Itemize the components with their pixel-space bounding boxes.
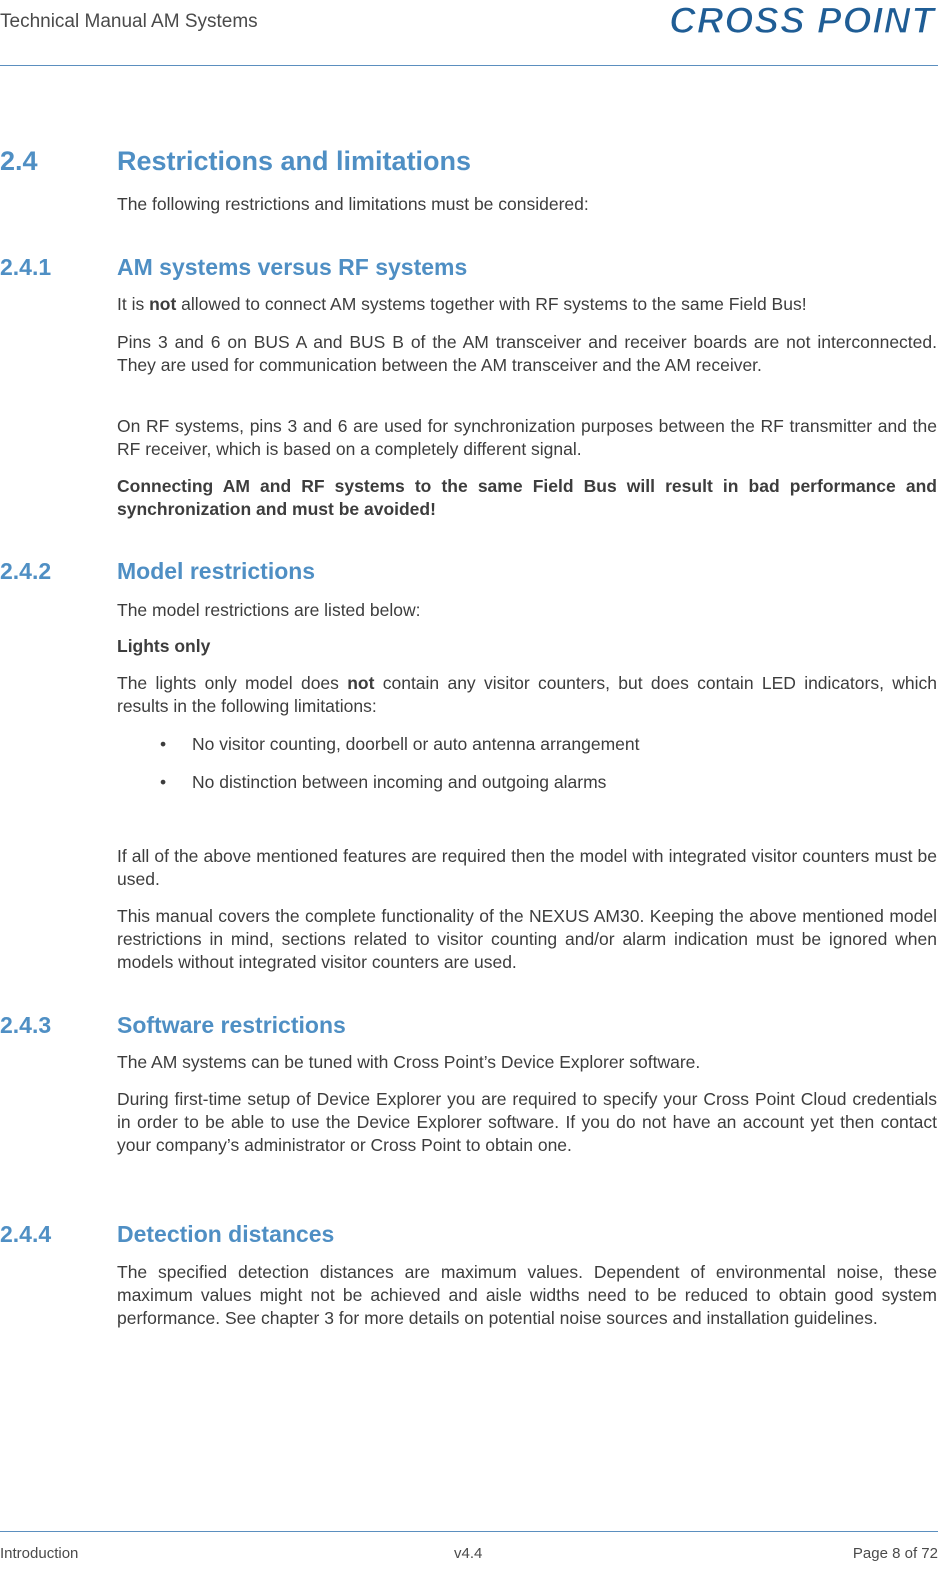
subsection-title: Detection distances — [117, 1221, 335, 1247]
paragraph: The lights only model does not contain any visitor counters, but does contain LED indicators, which results in the following limitations: — [117, 673, 937, 716]
footer-divider — [0, 1531, 938, 1532]
paragraph: During first-time setup of Device Explorer you are required to specify your Cross Point Cloud credentials in order to be able to use the Device Explorer software. If you do not have an account yet then contact your company’s administrator or Cross Point to obtain one. — [117, 1089, 937, 1155]
section-number: 2.4 — [0, 146, 38, 176]
subsection-title: Model restrictions — [117, 558, 316, 584]
paragraph: If all of the above mentioned features are required then the model with integrated visitor counters must be used. — [117, 846, 937, 889]
list-item: No visitor counting, doorbell or auto antenna arrangement — [192, 734, 640, 754]
subsection-number: 2.4.3 — [0, 1012, 52, 1038]
paragraph: On RF systems, pins 3 and 6 are used for synchronization purposes between the RF transmitter and the RF receiver, which is based on a completely different signal. — [117, 416, 937, 459]
cross-point-logo — [612, 0, 938, 40]
paragraph: The model restrictions are listed below: — [117, 600, 421, 620]
bullet-icon: • — [160, 772, 167, 792]
subsection-number: 2.4.4 — [0, 1221, 52, 1247]
subsection-title: AM systems versus RF systems — [117, 254, 468, 280]
bullet-icon: • — [160, 734, 167, 754]
footer-chapter: Introduction — [0, 1545, 79, 1562]
paragraph: This manual covers the complete functionality of the NEXUS AM30. Keeping the above mentioned model restrictions in mind, sections related to visitor counting and/or alarm indication must be ignored when models without integrated visitor counters are used. — [117, 906, 937, 972]
header-divider — [0, 65, 938, 66]
list-item: No distinction between incoming and outgoing alarms — [192, 772, 607, 792]
section-intro: The following restrictions and limitations must be considered: — [117, 194, 589, 214]
paragraph: The specified detection distances are maximum values. Dependent of environmental noise, these maximum values might not be achieved and aisle widths need to be reduced to obtain good system performance. See chapter 3 for more details on potential noise sources and installation guidelines. — [117, 1262, 937, 1328]
paragraph: The AM systems can be tuned with Cross Point’s Device Explorer software. — [117, 1052, 701, 1072]
section-title: Restrictions and limitations — [117, 146, 472, 176]
footer-page-number: Page 8 of 72 — [852, 1545, 938, 1562]
subsection-number: 2.4.2 — [0, 558, 52, 584]
model-subheading: Lights only — [117, 636, 211, 656]
subsection-number: 2.4.1 — [0, 254, 52, 280]
logo-text: CROSS POINT — [669, 0, 935, 40]
warning-paragraph: Connecting AM and RF systems to the same Field Bus will result in bad performance and synchronization and must be avoided! — [117, 476, 937, 519]
document-title: Technical Manual AM Systems — [0, 11, 258, 32]
paragraph: It is not allowed to connect AM systems together with RF systems to the same Field Bus! — [117, 294, 807, 314]
footer-version: v4.4 — [454, 1545, 483, 1562]
paragraph: Pins 3 and 6 on BUS A and BUS B of the AM transceiver and receiver boards are not interconnected. They are used for communication between the AM transceiver and the AM receiver. — [117, 332, 937, 375]
subsection-title: Software restrictions — [117, 1012, 346, 1038]
